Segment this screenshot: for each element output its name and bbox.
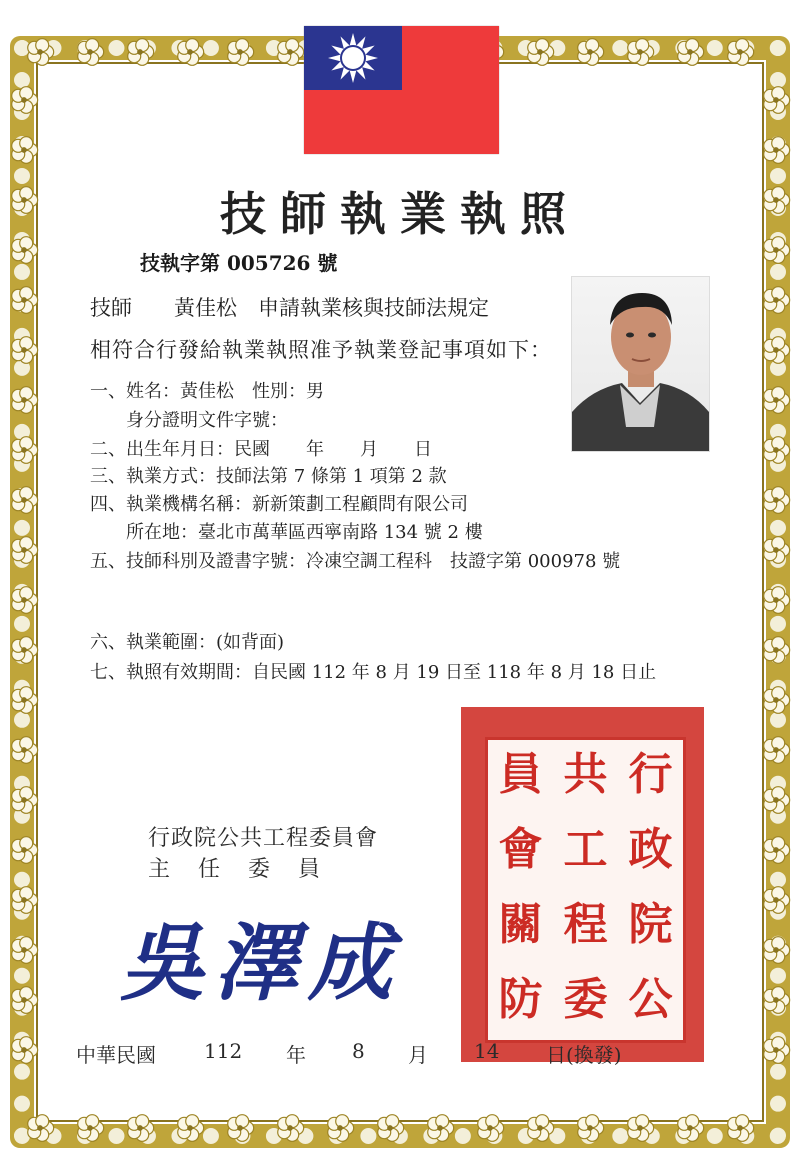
- plum-blossom-icon: [628, 39, 654, 66]
- plum-blossom-icon: [328, 1115, 354, 1142]
- plum-blossom-icon: [528, 1115, 554, 1142]
- plum-blossom-icon: [728, 39, 754, 66]
- item-id-number: 身分證明文件字號：: [90, 410, 288, 431]
- plum-blossom-icon: [764, 137, 790, 164]
- plum-blossom-icon: [12, 837, 38, 864]
- plum-blossom-icon: [728, 1115, 754, 1142]
- certificate-number: 技執字第 005726 號: [140, 251, 338, 275]
- seal-character: 行: [628, 749, 673, 800]
- official-seal: [461, 707, 704, 1062]
- plum-blossom-icon: [12, 1037, 38, 1064]
- plum-blossom-icon: [12, 637, 38, 664]
- official-title: 主任委員: [148, 857, 349, 882]
- plum-blossom-icon: [12, 787, 38, 814]
- item-practice-mode: 三、執業方式：技師法第 7 條第 1 項第 2 款: [90, 466, 447, 487]
- plum-blossom-icon: [764, 387, 790, 414]
- national-flag-icon: [304, 26, 499, 154]
- date-year-unit: 年: [286, 1043, 306, 1067]
- issuing-agency: 行政院公共工程委員會: [148, 826, 379, 851]
- plum-blossom-icon: [578, 1115, 604, 1142]
- date-month-unit: 月: [408, 1043, 428, 1067]
- plum-blossom-icon: [764, 737, 790, 764]
- plum-blossom-icon: [12, 337, 38, 364]
- plum-blossom-icon: [12, 587, 38, 614]
- seal-text: [488, 740, 683, 1040]
- plum-blossom-icon: [12, 237, 38, 264]
- plum-blossom-icon: [428, 1115, 454, 1142]
- plum-blossom-icon: [12, 987, 38, 1014]
- item-name-gender: 一、姓名：黃佳松 性別：男: [90, 381, 324, 402]
- plum-blossom-icon: [78, 1115, 104, 1142]
- plum-blossom-icon: [764, 637, 790, 664]
- item-scope: 六、執業範圍：(如背面): [90, 632, 285, 653]
- plum-blossom-icon: [478, 1115, 504, 1142]
- plum-blossom-icon: [764, 687, 790, 714]
- plum-blossom-icon: [764, 837, 790, 864]
- plum-blossom-icon: [12, 137, 38, 164]
- plum-blossom-icon: [12, 87, 38, 114]
- plum-blossom-icon: [12, 487, 38, 514]
- date-note: (換發): [566, 1043, 622, 1067]
- date-prefix: 中華民國: [76, 1043, 156, 1067]
- seal-character: 院: [628, 899, 673, 950]
- plum-blossom-icon: [628, 1115, 654, 1142]
- portrait-photo: [571, 276, 710, 452]
- intro-line-1: 技師 黃佳松 申請執業核與技師法規定: [90, 296, 489, 320]
- plum-blossom-icon: [764, 437, 790, 464]
- seal-frame: [485, 737, 686, 1043]
- plum-blossom-icon: [764, 587, 790, 614]
- date-year: 112: [204, 1039, 243, 1063]
- plum-blossom-icon: [764, 487, 790, 514]
- plum-blossom-icon: [764, 337, 790, 364]
- plum-blossom-icon: [678, 39, 704, 66]
- plum-blossom-icon: [12, 187, 38, 214]
- plum-blossom-icon: [764, 887, 790, 914]
- seal-character: 關: [498, 899, 543, 950]
- seal-character: 委: [563, 974, 608, 1025]
- plum-blossom-icon: [12, 937, 38, 964]
- item-discipline: 五、技師科別及證書字號：冷凍空調工程科 技證字第 000978 號: [90, 551, 621, 572]
- seal-character: 共: [563, 749, 608, 800]
- item-firm-name: 四、執業機構名稱：新新策劃工程顧問有限公司: [90, 494, 468, 515]
- plum-blossom-icon: [764, 937, 790, 964]
- signature: 吳澤成: [120, 913, 403, 1012]
- plum-blossom-icon: [764, 1037, 790, 1064]
- plum-blossom-icon: [278, 1115, 304, 1142]
- plum-blossom-icon: [764, 287, 790, 314]
- plum-blossom-icon: [12, 687, 38, 714]
- seal-character: 員: [498, 749, 543, 800]
- plum-blossom-icon: [764, 537, 790, 564]
- plum-blossom-icon: [528, 39, 554, 66]
- plum-blossom-icon: [278, 39, 304, 66]
- plum-blossom-icon: [378, 1115, 404, 1142]
- plum-blossom-icon: [578, 39, 604, 66]
- plum-blossom-icon: [678, 1115, 704, 1142]
- plum-blossom-icon: [128, 1115, 154, 1142]
- plum-blossom-icon: [178, 1115, 204, 1142]
- plum-blossom-icon: [12, 887, 38, 914]
- document-title: 技師執業執照: [220, 187, 580, 241]
- plum-blossom-icon: [764, 87, 790, 114]
- plum-blossom-icon: [764, 187, 790, 214]
- plum-blossom-icon: [12, 287, 38, 314]
- plum-blossom-icon: [228, 1115, 254, 1142]
- plum-blossom-icon: [128, 39, 154, 66]
- item-birth-date: 二、出生年月日：民國 年 月 日: [90, 439, 432, 460]
- seal-character: 工: [563, 824, 608, 875]
- seal-character: 程: [563, 899, 608, 950]
- plum-blossom-icon: [12, 437, 38, 464]
- seal-character: 防: [498, 974, 543, 1025]
- plum-blossom-icon: [764, 987, 790, 1014]
- seal-character: 政: [628, 824, 673, 875]
- plum-blossom-icon: [228, 39, 254, 66]
- intro-line-2: 相符合行發給執業執照准予執業登記事項如下：: [90, 338, 552, 362]
- seal-character: 會: [498, 824, 543, 875]
- item-firm-address: 所在地：臺北市萬華區西寧南路 134 號 2 樓: [90, 522, 483, 543]
- plum-blossom-icon: [12, 537, 38, 564]
- plum-blossom-icon: [28, 39, 54, 66]
- sun-emblem-icon: [326, 31, 380, 85]
- item-validity: 七、執照有效期間：自民國 112 年 8 月 19 日至 118 年 8 月 18 日止: [90, 662, 657, 683]
- plum-blossom-icon: [764, 787, 790, 814]
- plum-blossom-icon: [28, 1115, 54, 1142]
- date-day: 14: [474, 1039, 500, 1063]
- plum-blossom-icon: [178, 39, 204, 66]
- plum-blossom-icon: [764, 237, 790, 264]
- date-month: 8: [352, 1039, 365, 1063]
- plum-blossom-icon: [78, 39, 104, 66]
- plum-blossom-icon: [12, 387, 38, 414]
- seal-character: 公: [628, 974, 673, 1025]
- plum-blossom-icon: [12, 737, 38, 764]
- date-day-unit: 日: [546, 1043, 566, 1067]
